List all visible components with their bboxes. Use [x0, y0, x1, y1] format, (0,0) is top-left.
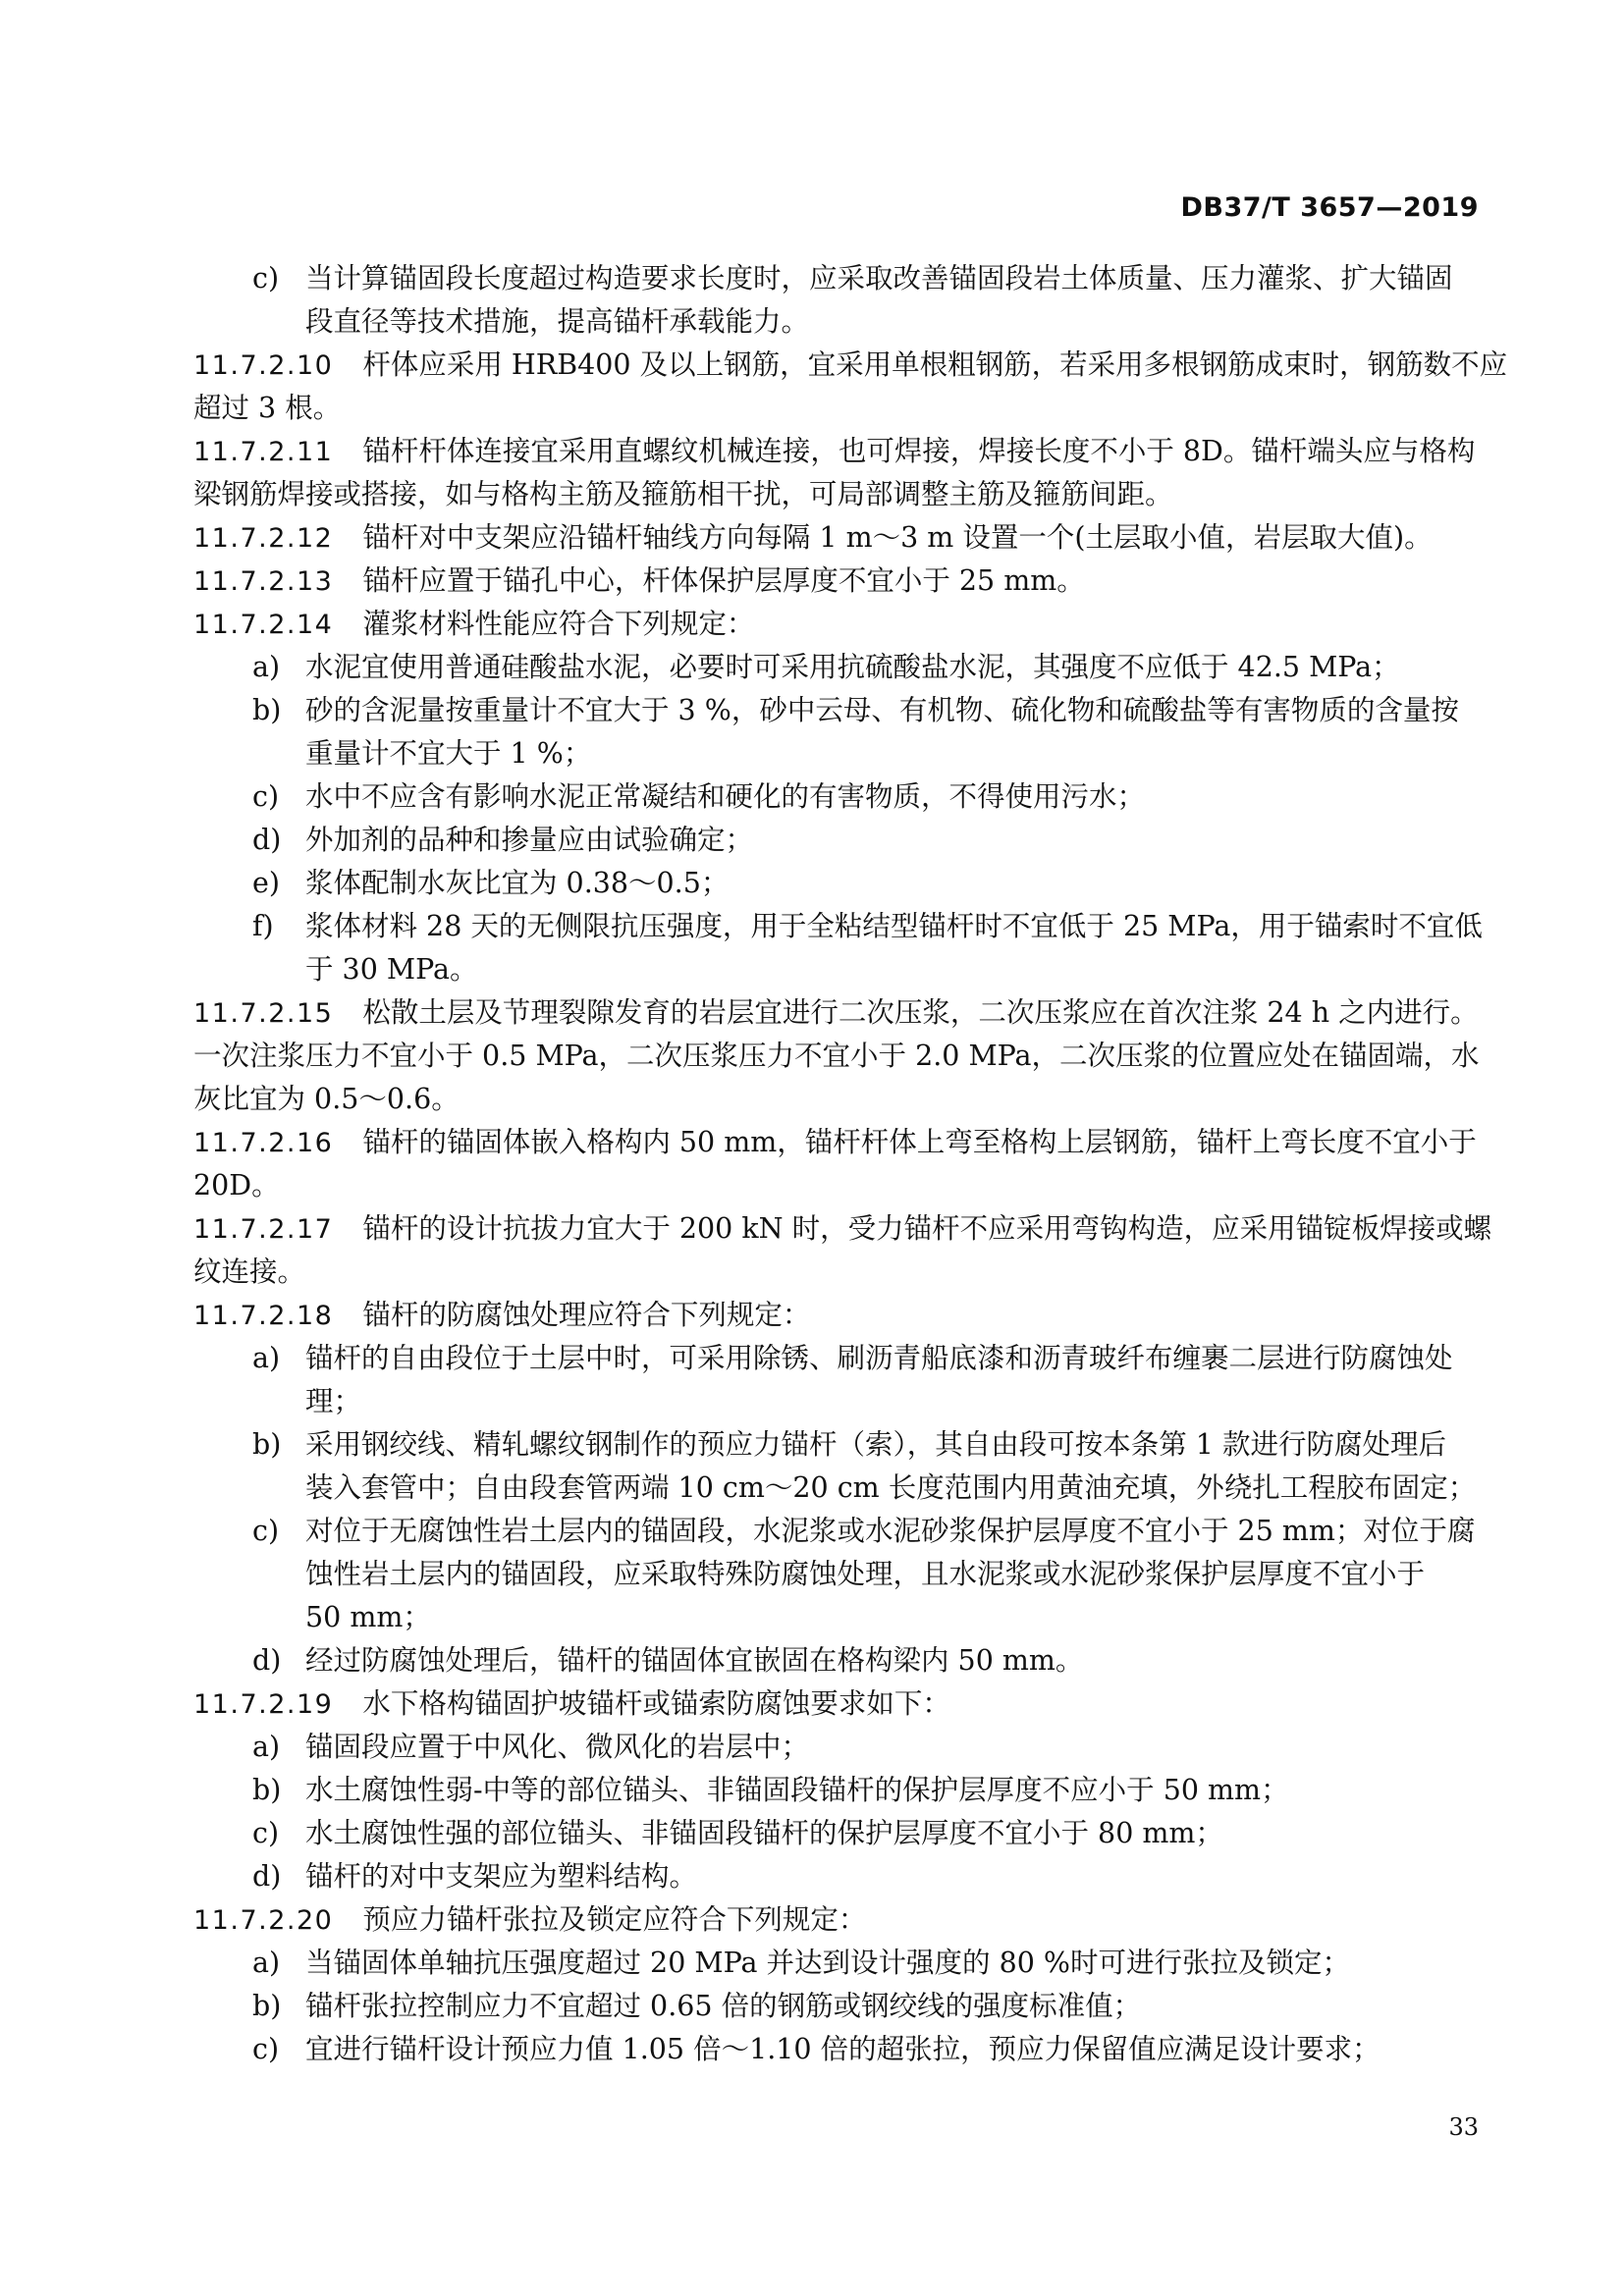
list-item-continuation: 重量计不宜大于 1 %； [305, 737, 592, 770]
list-item-text: 水中不应含有影响水泥正常凝结和硬化的有害物质，不得使用污水； [305, 780, 1146, 813]
list-item-marker: a) [252, 1731, 281, 1763]
list-item [193, 905, 1483, 948]
clause-number: 11.7.2.14 [193, 610, 334, 640]
list-item [193, 1855, 1473, 1898]
clause-text: 预应力锚杆张拉及锁定应符合下列规定： [362, 1903, 867, 1936]
list-item-marker: a) [252, 1342, 281, 1374]
list-item [193, 1769, 1473, 1812]
list-item-marker: b) [252, 1428, 282, 1461]
list-item-marker: d) [252, 1860, 282, 1893]
clause-number: 11.7.2.19 [193, 1689, 334, 1720]
clause-number: 11.7.2.15 [193, 998, 334, 1029]
list-item [193, 1337, 1473, 1380]
clause-number: 11.7.2.18 [193, 1301, 334, 1331]
list-item [193, 862, 1473, 905]
clause-text: 松散土层及节理裂隙发育的岩层宜进行二次压浆，二次压浆应在首次注浆 24 h 之内进行。 [362, 996, 1479, 1029]
clause-text: 锚杆杆体连接宜采用直螺纹机械连接，也可焊接，焊接长度不小于 8D。锚杆端头应与格构 [362, 435, 1476, 467]
list-item-text: 浆体配制水灰比宜为 0.38～0.5； [305, 867, 730, 899]
document-body [193, 257, 1508, 2071]
list-item-text: 锚杆的对中支架应为塑料结构。 [305, 1860, 698, 1893]
paragraph-line: 梁钢筋焊接或搭接，如与格构主筋及箍筋相干扰，可局部调整主筋及箍筋间距。 [193, 478, 1173, 510]
clause-number: 11.7.2.11 [193, 437, 334, 467]
list-item-text: 宜进行锚杆设计预应力值 1.05 倍～1.10 倍的超张拉，预应力保留值应满足设计要求； [305, 2033, 1380, 2065]
clause-text: 锚杆的锚固体嵌入格构内 50 mm，锚杆杆体上弯至格构上层钢筋，锚杆上弯长度不宜小于 [362, 1126, 1477, 1158]
clause-text: 灌浆材料性能应符合下列规定： [362, 608, 755, 640]
list-item [193, 689, 1473, 732]
list-item [193, 1423, 1473, 1467]
clause-line [193, 991, 1479, 1035]
list-item-marker: b) [252, 694, 282, 726]
list-item [193, 1812, 1473, 1855]
list-item-marker: a) [252, 651, 281, 683]
list-item-continuation: 蚀性岩土层内的锚固段，应采取特殊防腐蚀处理，且水泥浆或水泥砂浆保护层厚度不宜小于 [305, 1558, 1426, 1590]
paragraph-line: 灰比宜为 0.5～0.6。 [193, 1083, 460, 1115]
list-item-text: 锚固段应置于中风化、微风化的岩层中； [305, 1731, 810, 1763]
paragraph-line: 一次注浆压力不宜小于 0.5 MPa，二次压浆压力不宜小于 2.0 MPa，二次压浆的位置应处在锚固端，水 [193, 1040, 1480, 1072]
clause-line [193, 1294, 1473, 1337]
list-item-text: 水土腐蚀性弱-中等的部位锚头、非锚固段锚杆的保护层厚度不应小于 50 mm； [305, 1774, 1289, 1806]
clause-line [193, 516, 1473, 560]
paragraph-line: 超过 3 根。 [193, 392, 342, 424]
list-item [193, 646, 1473, 689]
list-item-marker: c) [252, 2033, 280, 2065]
paragraph-line: 纹连接。 [193, 1255, 306, 1288]
list-item-text: 浆体材料 28 天的无侧限抗压强度，用于全粘结型锚杆时不宜低于 25 MPa，用于锚索时不宜低 [305, 910, 1483, 942]
list-item [193, 1942, 1473, 1985]
list-item [193, 2028, 1473, 2071]
clause-number: 11.7.2.16 [193, 1128, 334, 1158]
list-item-text: 采用钢绞线、精轧螺纹钢制作的预应力锚杆（索），其自由段可按本条第 1 款进行防腐处理后 [305, 1428, 1447, 1461]
paragraph-line: 20D。 [193, 1169, 280, 1201]
list-item-continuation: 理； [305, 1385, 362, 1417]
list-item [193, 775, 1473, 819]
list-item [193, 1639, 1473, 1682]
clause-line [193, 1682, 1473, 1726]
list-item-text: 经过防腐蚀处理后，锚杆的锚固体宜嵌固在格构梁内 50 mm。 [305, 1644, 1084, 1677]
page-number: 33 [1448, 2113, 1479, 2141]
list-item-marker: d) [252, 1644, 282, 1677]
clause-line [193, 1207, 1492, 1251]
list-item-marker: b) [252, 1774, 282, 1806]
list-item [193, 819, 1473, 862]
clause-text: 锚杆应置于锚孔中心，杆体保护层厚度不宜小于 25 mm。 [362, 564, 1085, 597]
list-item-continuation: 段直径等技术措施，提高锚杆承载能力。 [305, 305, 810, 338]
list-item [193, 257, 1473, 300]
clause-line [193, 344, 1508, 387]
list-item-marker: d) [252, 824, 282, 856]
clause-number: 11.7.2.13 [193, 566, 334, 597]
clause-line [193, 603, 1473, 646]
list-item-text: 砂的含泥量按重量计不宜大于 3 %，砂中云母、有机物、硫化物和硫酸盐等有害物质的含量按 [305, 694, 1459, 726]
clause-text: 锚杆的设计抗拔力宜大于 200 kN 时，受力锚杆不应采用弯钩构造，应采用锚锭板焊接或螺 [362, 1212, 1492, 1245]
list-item-marker: c) [252, 1817, 280, 1849]
document-number-header: DB37/T 3657—2019 [1180, 192, 1479, 223]
list-item-text: 当计算锚固段长度超过构造要求长度时，应采取改善锚固段岩土体质量、压力灌浆、扩大锚固 [305, 262, 1453, 294]
clause-line [193, 1898, 1473, 1942]
clause-line [193, 560, 1473, 603]
list-item-text: 锚杆的自由段位于土层中时，可采用除锈、刷沥青船底漆和沥青玻纤布缠裹二层进行防腐蚀处 [305, 1342, 1453, 1374]
list-item-marker: b) [252, 1990, 282, 2022]
list-item-text: 外加剂的品种和掺量应由试验确定； [305, 824, 754, 856]
clause-text: 锚杆的防腐蚀处理应符合下列规定： [362, 1299, 811, 1331]
list-item [193, 1510, 1476, 1553]
clause-number: 11.7.2.10 [193, 350, 334, 381]
list-item-marker: c) [252, 780, 280, 813]
list-item-text: 当锚固体单轴抗压强度超过 20 MPa 并达到设计强度的 80 %时可进行张拉及锁定； [305, 1947, 1350, 1979]
list-item-marker: c) [252, 1515, 280, 1547]
list-item-marker: a) [252, 1947, 281, 1979]
clause-number: 11.7.2.12 [193, 523, 334, 554]
clause-line [193, 1121, 1477, 1164]
list-item-text: 对位于无腐蚀性岩土层内的锚固段，水泥浆或水泥砂浆保护层厚度不宜小于 25 mm；对位于腐 [305, 1515, 1476, 1547]
list-item-marker: e) [252, 867, 280, 899]
list-item-continuation: 装入套管中；自由段套管两端 10 cm～20 cm 长度范围内用黄油充填，外绕扎工程胶布固定； [305, 1471, 1477, 1504]
clause-text: 水下格构锚固护坡锚杆或锚索防腐蚀要求如下： [362, 1687, 950, 1720]
list-item-continuation: 于 30 MPa。 [305, 953, 478, 986]
clause-line [193, 430, 1476, 473]
clause-number: 11.7.2.20 [193, 1905, 334, 1936]
clause-text: 锚杆对中支架应沿锚杆轴线方向每隔 1 m～3 m 设置一个(土层取小值，岩层取大值)。 [362, 521, 1433, 554]
list-item-marker: c) [252, 262, 280, 294]
list-item-continuation: 50 mm； [305, 1601, 431, 1633]
clause-text: 杆体应采用 HRB400 及以上钢筋，宜采用单根粗钢筋，若采用多根钢筋成束时，钢筋数不应 [362, 348, 1508, 381]
list-item [193, 1726, 1473, 1769]
list-item [193, 1985, 1473, 2028]
clause-number: 11.7.2.17 [193, 1214, 334, 1245]
list-item-marker: f) [252, 910, 274, 942]
list-item-text: 水泥宜使用普通硅酸盐水泥，必要时可采用抗硫酸盐水泥，其强度不应低于 42.5 MPa； [305, 651, 1400, 683]
list-item-text: 水土腐蚀性强的部位锚头、非锚固段锚杆的保护层厚度不宜小于 80 mm； [305, 1817, 1223, 1849]
list-item-text: 锚杆张拉控制应力不宜超过 0.65 倍的钢筋或钢绞线的强度标准值； [305, 1990, 1142, 2022]
